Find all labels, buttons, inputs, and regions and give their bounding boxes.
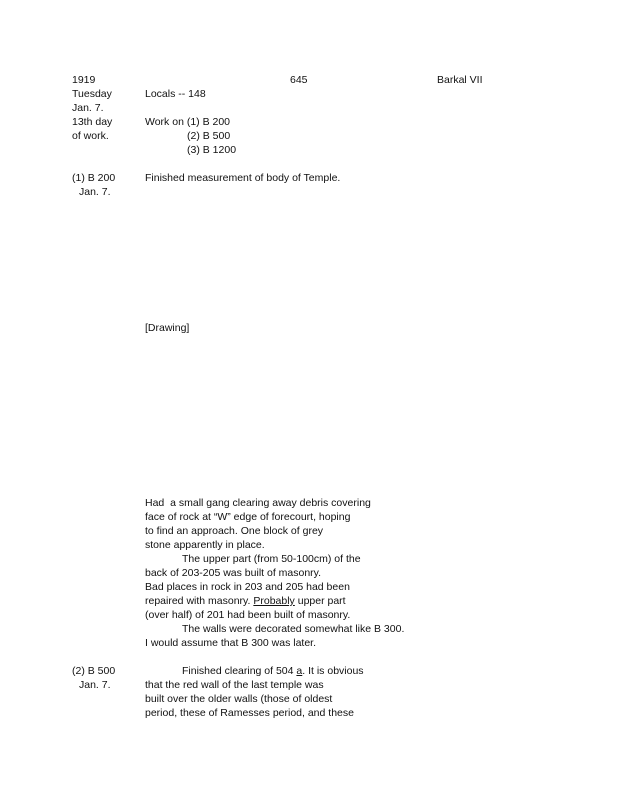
b500-line-1-end: . It is obvious	[302, 665, 364, 677]
margin-date: Jan. 7.	[72, 102, 104, 114]
margin-of-work: of work.	[72, 130, 109, 142]
b500-line-3: built over the older walls (those of oldest	[145, 693, 333, 705]
drawing-placeholder: [Drawing]	[145, 322, 190, 334]
site-name: Barkal VII	[437, 74, 483, 86]
b500-line-1-text: Finished clearing of 504	[182, 665, 294, 677]
margin-weekday: Tuesday	[72, 88, 112, 100]
margin-b200-date: Jan. 7.	[79, 186, 111, 198]
b500-line-1	[182, 664, 364, 678]
b200-para-line-6: back of 203-205 was built of masonry.	[145, 567, 322, 579]
b200-para-line-8-text: repaired with masonry.	[145, 595, 251, 607]
workers-count: Locals -- 148	[145, 88, 206, 100]
margin-day-count: 13th day	[72, 116, 113, 128]
margin-b500-label: (2) B 500	[72, 665, 116, 677]
margin-b500-date: Jan. 7.	[79, 679, 111, 691]
page-number: 645	[290, 74, 308, 86]
b200-para-line-5: The upper part (from 50-100cm) of the	[182, 553, 361, 565]
margin-b200-label: (1) B 200	[72, 172, 116, 184]
underlined-probably: Probably	[253, 595, 295, 607]
b200-para-line-8	[145, 594, 346, 608]
b200-para-line-3: to find an approach. One block of grey	[145, 525, 324, 537]
underlined-a: a	[296, 665, 303, 677]
b200-para-line-7: Bad places in rock in 203 and 205 had been	[145, 581, 350, 593]
b200-first-line: Finished measurement of body of Temple.	[145, 172, 341, 184]
b200-para-line-9: (over half) of 201 had been built of masonry.	[145, 609, 351, 621]
b200-para-line-2: face of rock at “W” edge of forecourt, hoping	[145, 511, 351, 523]
work-on-line-2: (2) B 500	[187, 130, 231, 142]
work-on-line-3: (3) B 1200	[187, 144, 237, 156]
b200-para-line-4: stone apparently in place.	[145, 539, 265, 551]
b500-line-4: period, these of Ramesses period, and these	[145, 707, 354, 719]
year: 1919	[72, 74, 96, 86]
b200-para-line-10: The walls were decorated somewhat like B 300.	[182, 623, 405, 635]
work-on-line-1: Work on (1) B 200	[145, 116, 231, 128]
b200-para-line-11: I would assume that B 300 was later.	[145, 637, 317, 649]
b200-para-line-8-end: upper part	[297, 595, 346, 607]
b200-para-line-1: Had a small gang clearing away debris covering	[145, 497, 371, 509]
b500-line-2: that the red wall of the last temple was	[145, 679, 324, 691]
